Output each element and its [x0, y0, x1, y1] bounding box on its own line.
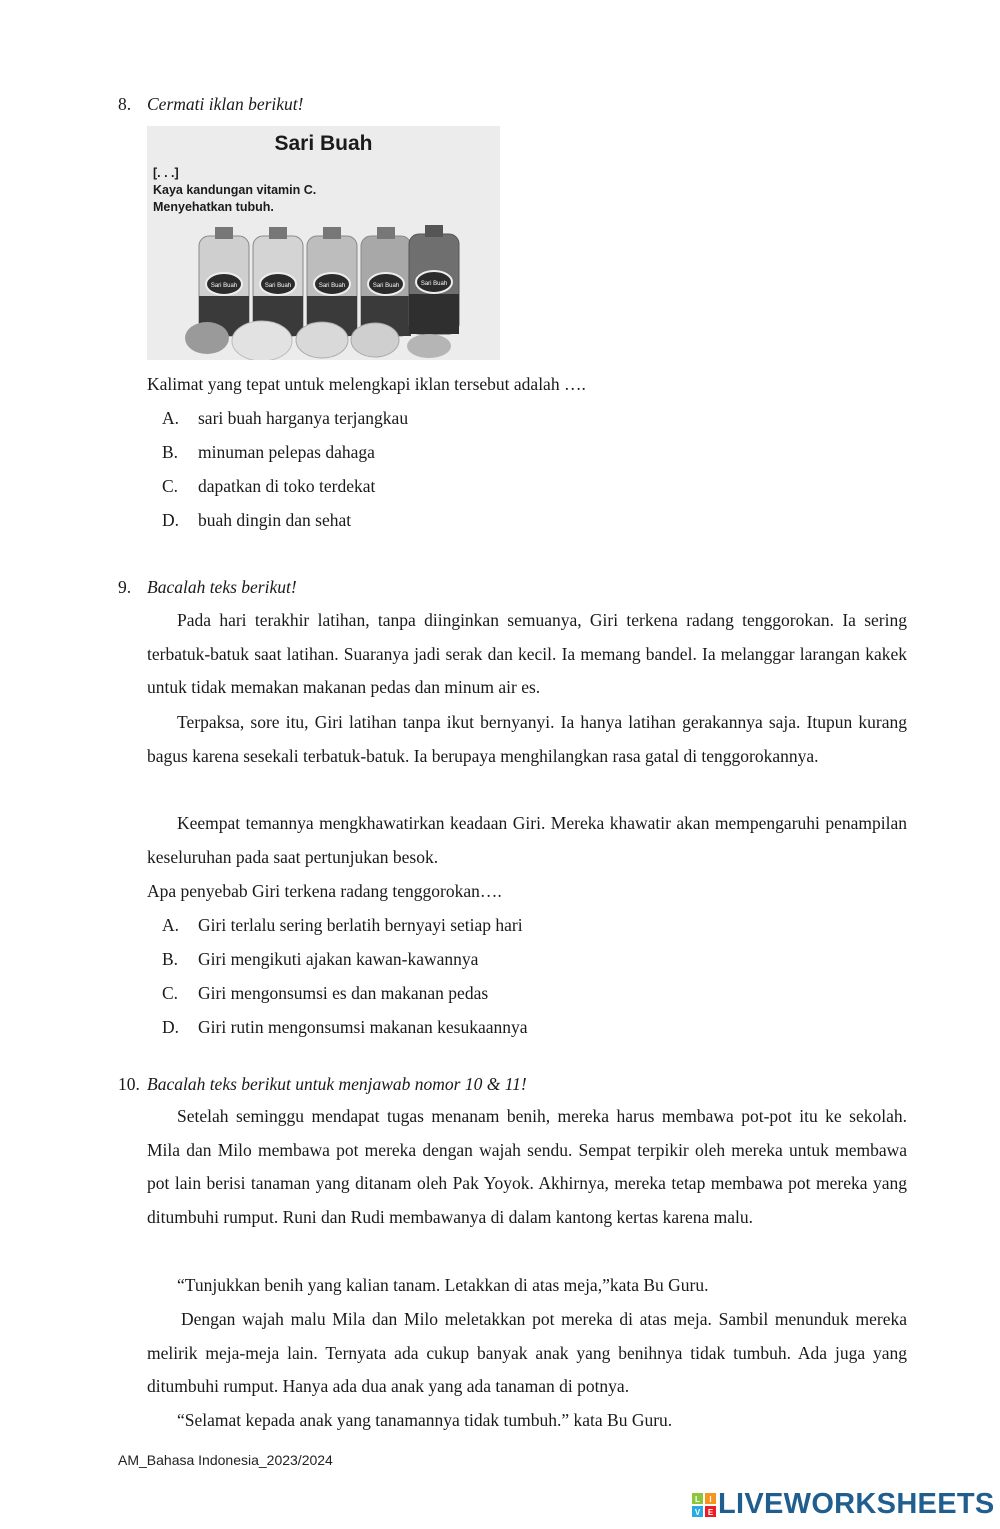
- q8-option-d[interactable]: D. buah dingin dan sehat: [162, 510, 352, 530]
- svg-text:L: L: [695, 1495, 700, 1504]
- bottle-3: [307, 227, 357, 336]
- q8-heading: Cermati iklan berikut!: [147, 94, 304, 114]
- ad-line-health: Menyehatkan tubuh.: [153, 200, 274, 214]
- fruit-kiwi: [185, 322, 229, 354]
- q9-option-a[interactable]: A. Giri terlalu sering berlatih bernyayi setiap hari: [162, 915, 523, 935]
- ad-title: Sari Buah: [274, 132, 373, 155]
- q9-paragraph-2: Terpaksa, sore itu, Giri latihan tanpa ikut bernyanyi. Ia hanya latihan gerakannya saja. Itupun kurang bagus karena sesekali terbatuk-batuk. Ia berupaya menghilangkan rasa gatal di tenggorokannya.: [147, 712, 907, 766]
- svg-text:E: E: [707, 1508, 714, 1517]
- ad-placeholder: [. . .]: [153, 166, 179, 180]
- q9-option-b[interactable]: B. Giri mengikuti ajakan kawan-kawannya: [162, 949, 479, 969]
- bottle-5: [409, 225, 459, 334]
- bottle-4: [361, 227, 411, 336]
- sari-buah-ad-image: [147, 126, 500, 360]
- fruit-melon: [232, 321, 292, 360]
- svg-text:V: V: [694, 1508, 701, 1517]
- q8-option-b[interactable]: B. minuman pelepas dahaga: [162, 442, 375, 462]
- bottle-label-3: Sari Buah: [318, 283, 346, 289]
- bottle-label-5: Sari Buah: [420, 281, 448, 287]
- q9-paragraph-3: Keempat temannya mengkhawatirkan keadaan Giri. Mereka khawatir akan mempengaruhi penampilan keseluruhan pada saat pertunjukan besok.: [147, 813, 907, 867]
- ad-line-vitamin: Kaya kandungan vitamin C.: [153, 183, 317, 197]
- q8-number: 8.: [118, 94, 132, 114]
- bottle-2: [253, 227, 303, 336]
- q10-heading: Bacalah teks berikut untuk menjawab nomor 10 & 11!: [147, 1074, 527, 1094]
- fruit-lemon: [351, 323, 399, 357]
- q9-number: 9.: [118, 577, 132, 597]
- liveworksheets-brand[interactable]: LIVEWORKSHEETS: [718, 1488, 995, 1520]
- bottle-label-1: Sari Buah: [210, 283, 238, 289]
- q8-option-c[interactable]: C. dapatkan di toko terdekat: [162, 476, 376, 496]
- q9-option-c[interactable]: C. Giri mengonsumsi es dan makanan pedas: [162, 983, 489, 1003]
- q8-option-a[interactable]: A. sari buah harganya terjangkau: [162, 408, 409, 428]
- q9-option-d[interactable]: D. Giri rutin mengonsumsi makanan kesukaannya: [162, 1017, 528, 1037]
- q9-paragraph-1: Pada hari terakhir latihan, tanpa diinginkan semuanya, Giri terkena radang tenggorokan. Ia sering terbatuk-batuk saat latihan. Suaranya jadi serak dan kecil. Ia memang bandel. Ia melanggar larangan kakek untuk tidak memakan makanan pedas dan minum air es.: [147, 610, 907, 697]
- q10-paragraph-3: Dengan wajah malu Mila dan Milo meletakkan pot mereka di atas meja. Sambil menunduk mereka melirik meja-meja lain. Ternyata ada cukup banyak anak yang benihnya tidak tumbuh. Ada juga yang ditumbuhi rumput. Hanya ada dua anak yang ada tanaman di potnya.: [147, 1309, 907, 1396]
- q8-question: Kalimat yang tepat untuk melengkapi iklan tersebut adalah ….: [147, 374, 586, 394]
- fruit-orange: [296, 322, 348, 358]
- fruit-grape: [407, 334, 451, 358]
- q9-question: Apa penyebab Giri terkena radang tenggorokan….: [147, 881, 502, 901]
- svg-text:I: I: [709, 1495, 712, 1504]
- q10-paragraph-4: “Selamat kepada anak yang tanamannya tidak tumbuh.” kata Bu Guru.: [177, 1410, 673, 1430]
- juice-bottles-illustration: [147, 126, 500, 360]
- bottle-1: [199, 227, 249, 336]
- q9-heading: Bacalah teks berikut!: [147, 577, 297, 597]
- bottle-label-2: Sari Buah: [264, 283, 292, 289]
- bottle-label-4: Sari Buah: [372, 283, 400, 289]
- q10-paragraph-2: “Tunjukkan benih yang kalian tanam. Letakkan di atas meja,”kata Bu Guru.: [177, 1275, 709, 1295]
- liveworksheets-logo-icon: [692, 1493, 716, 1517]
- document-footer: AM_Bahasa Indonesia_2023/2024: [118, 1452, 333, 1468]
- q10-paragraph-1: Setelah seminggu mendapat tugas menanam benih, mereka harus membawa pot-pot itu ke sekolah. Mila dan Milo membawa pot mereka dengan wajah sendu. Sempat terpikir oleh mereka untuk membawa pot lain berisi tanaman yang ditanam oleh Pak Yoyok. Akhirnya, mereka tetap membawa pot mereka yang ditumbuhi rumput. Runi dan Rudi membawanya di dalam kantong kertas karena malu.: [147, 1106, 907, 1227]
- q10-number: 10.: [118, 1074, 140, 1094]
